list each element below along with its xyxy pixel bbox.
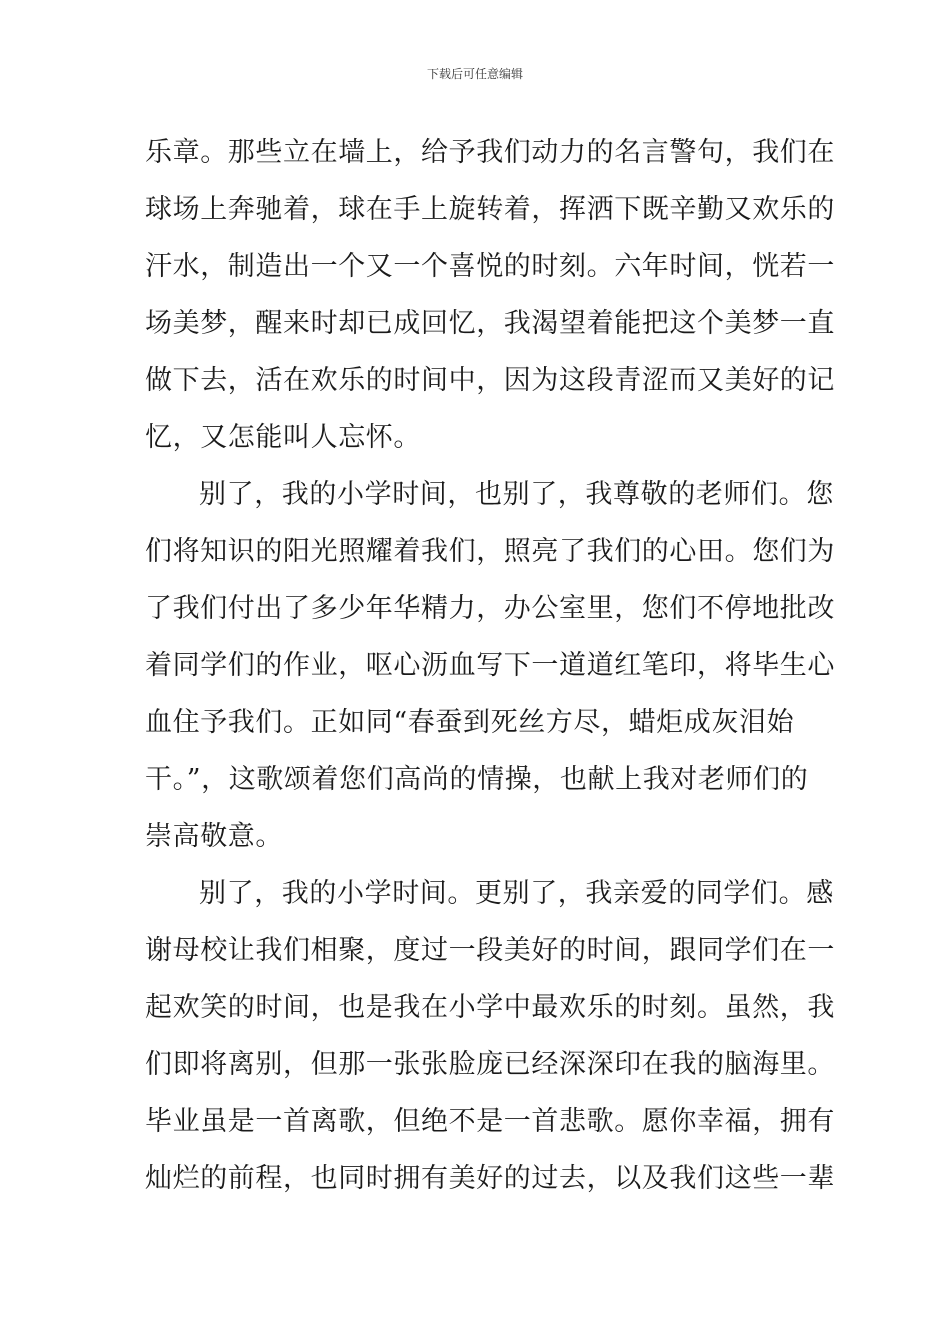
text-line: 干。”，这歌颂着您们高尚的情操，也献上我对老师们的 (145, 764, 809, 795)
text-line: 毕业虽是一首离歌，但绝不是一首悲歌。愿你幸福，拥有 (145, 1106, 835, 1137)
text-line: 起欢笑的时间，也是我在小学中最欢乐的时刻。虽然，我 (145, 992, 835, 1023)
text-line: 们将知识的阳光照耀着我们，照亮了我们的心田。您们为 (145, 536, 835, 567)
text-line: 灿烂的前程，也同时拥有美好的过去，以及我们这些一辈 (145, 1163, 835, 1194)
text-line: 血住予我们。正如同“春蚕到死丝方尽，蜡炬成灰泪始 (145, 707, 795, 738)
text-line: 忆，又怎能叫人忘怀。 (145, 422, 421, 453)
text-line: 场美梦，醒来时却已成回忆，我渴望着能把这个美梦一直 (145, 308, 835, 339)
text-line: 着同学们的作业，呕心沥血写下一道道红笔印，将毕生心 (145, 650, 835, 681)
paragraph-first-line: 别了，我的小学时间，也别了，我尊敬的老师们。您 (199, 479, 834, 510)
text-line: 谢母校让我们相聚，度过一段美好的时间，跟同学们在一 (145, 935, 835, 966)
text-line: 了我们付出了多少年华精力，办公室里，您们不停地批改 (145, 593, 835, 624)
text-line: 崇高敬意。 (145, 821, 283, 852)
document-body (145, 133, 835, 1216)
paragraph-first-line: 别了，我的小学时间。更别了，我亲爱的同学们。感 (199, 878, 834, 909)
text-line: 做下去，活在欢乐的时间中，因为这段青涩而又美好的记 (145, 365, 835, 396)
page-header: 下载后可任意编辑 (426, 67, 523, 81)
text-line: 球场上奔驰着，球在手上旋转着，挥洒下既辛勤又欢乐的 (145, 194, 835, 225)
text-line: 们即将离别，但那一张张脸庞已经深深印在我的脑海里。 (145, 1049, 835, 1080)
text-line: 乐章。那些立在墙上，给予我们动力的名言警句，我们在 (145, 137, 835, 168)
text-line: 汗水，制造出一个又一个喜悦的时刻。六年时间，恍若一 (145, 251, 835, 282)
